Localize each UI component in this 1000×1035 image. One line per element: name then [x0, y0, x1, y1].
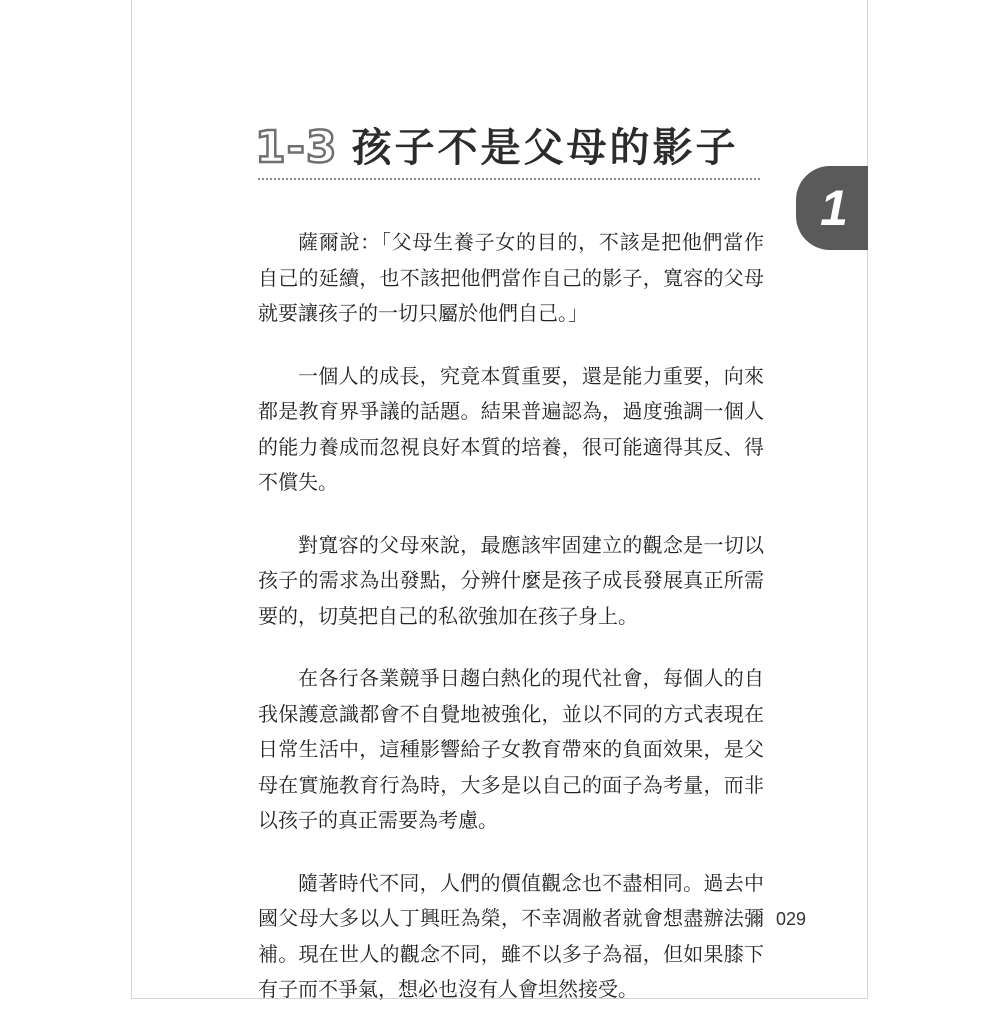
heading-dotted-rule: [258, 178, 760, 180]
section-title: 孩子不是父母的影子: [351, 125, 739, 171]
section-heading: [255, 120, 739, 176]
chapter-tab: [796, 166, 868, 250]
paragraph: 在各行各業競爭日趨白熱化的現代社會，每個人的自我保護意識都會不自覺地被強化，並以不同的方式表現在日常生活中，這種影響給子女教育帶來的負面效果，是父母在實施教育行為時，大多是以自己的面子為考量，而非以孩子的真正需要為考慮。: [258, 666, 764, 832]
paragraph: 薩爾說：「父母生養子女的目的，不該是把他們當作自己的延續，也不該把他們當作自己的影子，寬容的父母就要讓孩子的一切只屬於他們自己。」: [258, 230, 764, 325]
body-text: [258, 225, 764, 1035]
paragraph: 隨著時代不同，人們的價值觀念也不盡相同。過去中國父母大多以人丁興旺為榮，不幸凋敝者就會想盡辦法彌補。現在世人的觀念不同，雖不以多子為福，但如果膝下有子而不爭氣，想必也沒有人會坦然接受。: [258, 870, 764, 1001]
page-number: 029: [776, 909, 807, 929]
section-number: 1-3: [255, 122, 338, 173]
chapter-number: 1: [820, 180, 848, 236]
paragraph: 對寬容的父母來說，最應該牢固建立的觀念是一切以孩子的需求為出發點，分辨什麼是孩子成長發展真正所需要的，切莫把自己的私欲強加在孩子身上。: [258, 532, 764, 628]
paragraph: 一個人的成長，究竟本質重要，還是能力重要，向來都是教育界爭議的話題。結果普遍認為，過度強調一個人的能力養成而忽視良好本質的培養，很可能適得其反、得不償失。: [258, 363, 764, 494]
